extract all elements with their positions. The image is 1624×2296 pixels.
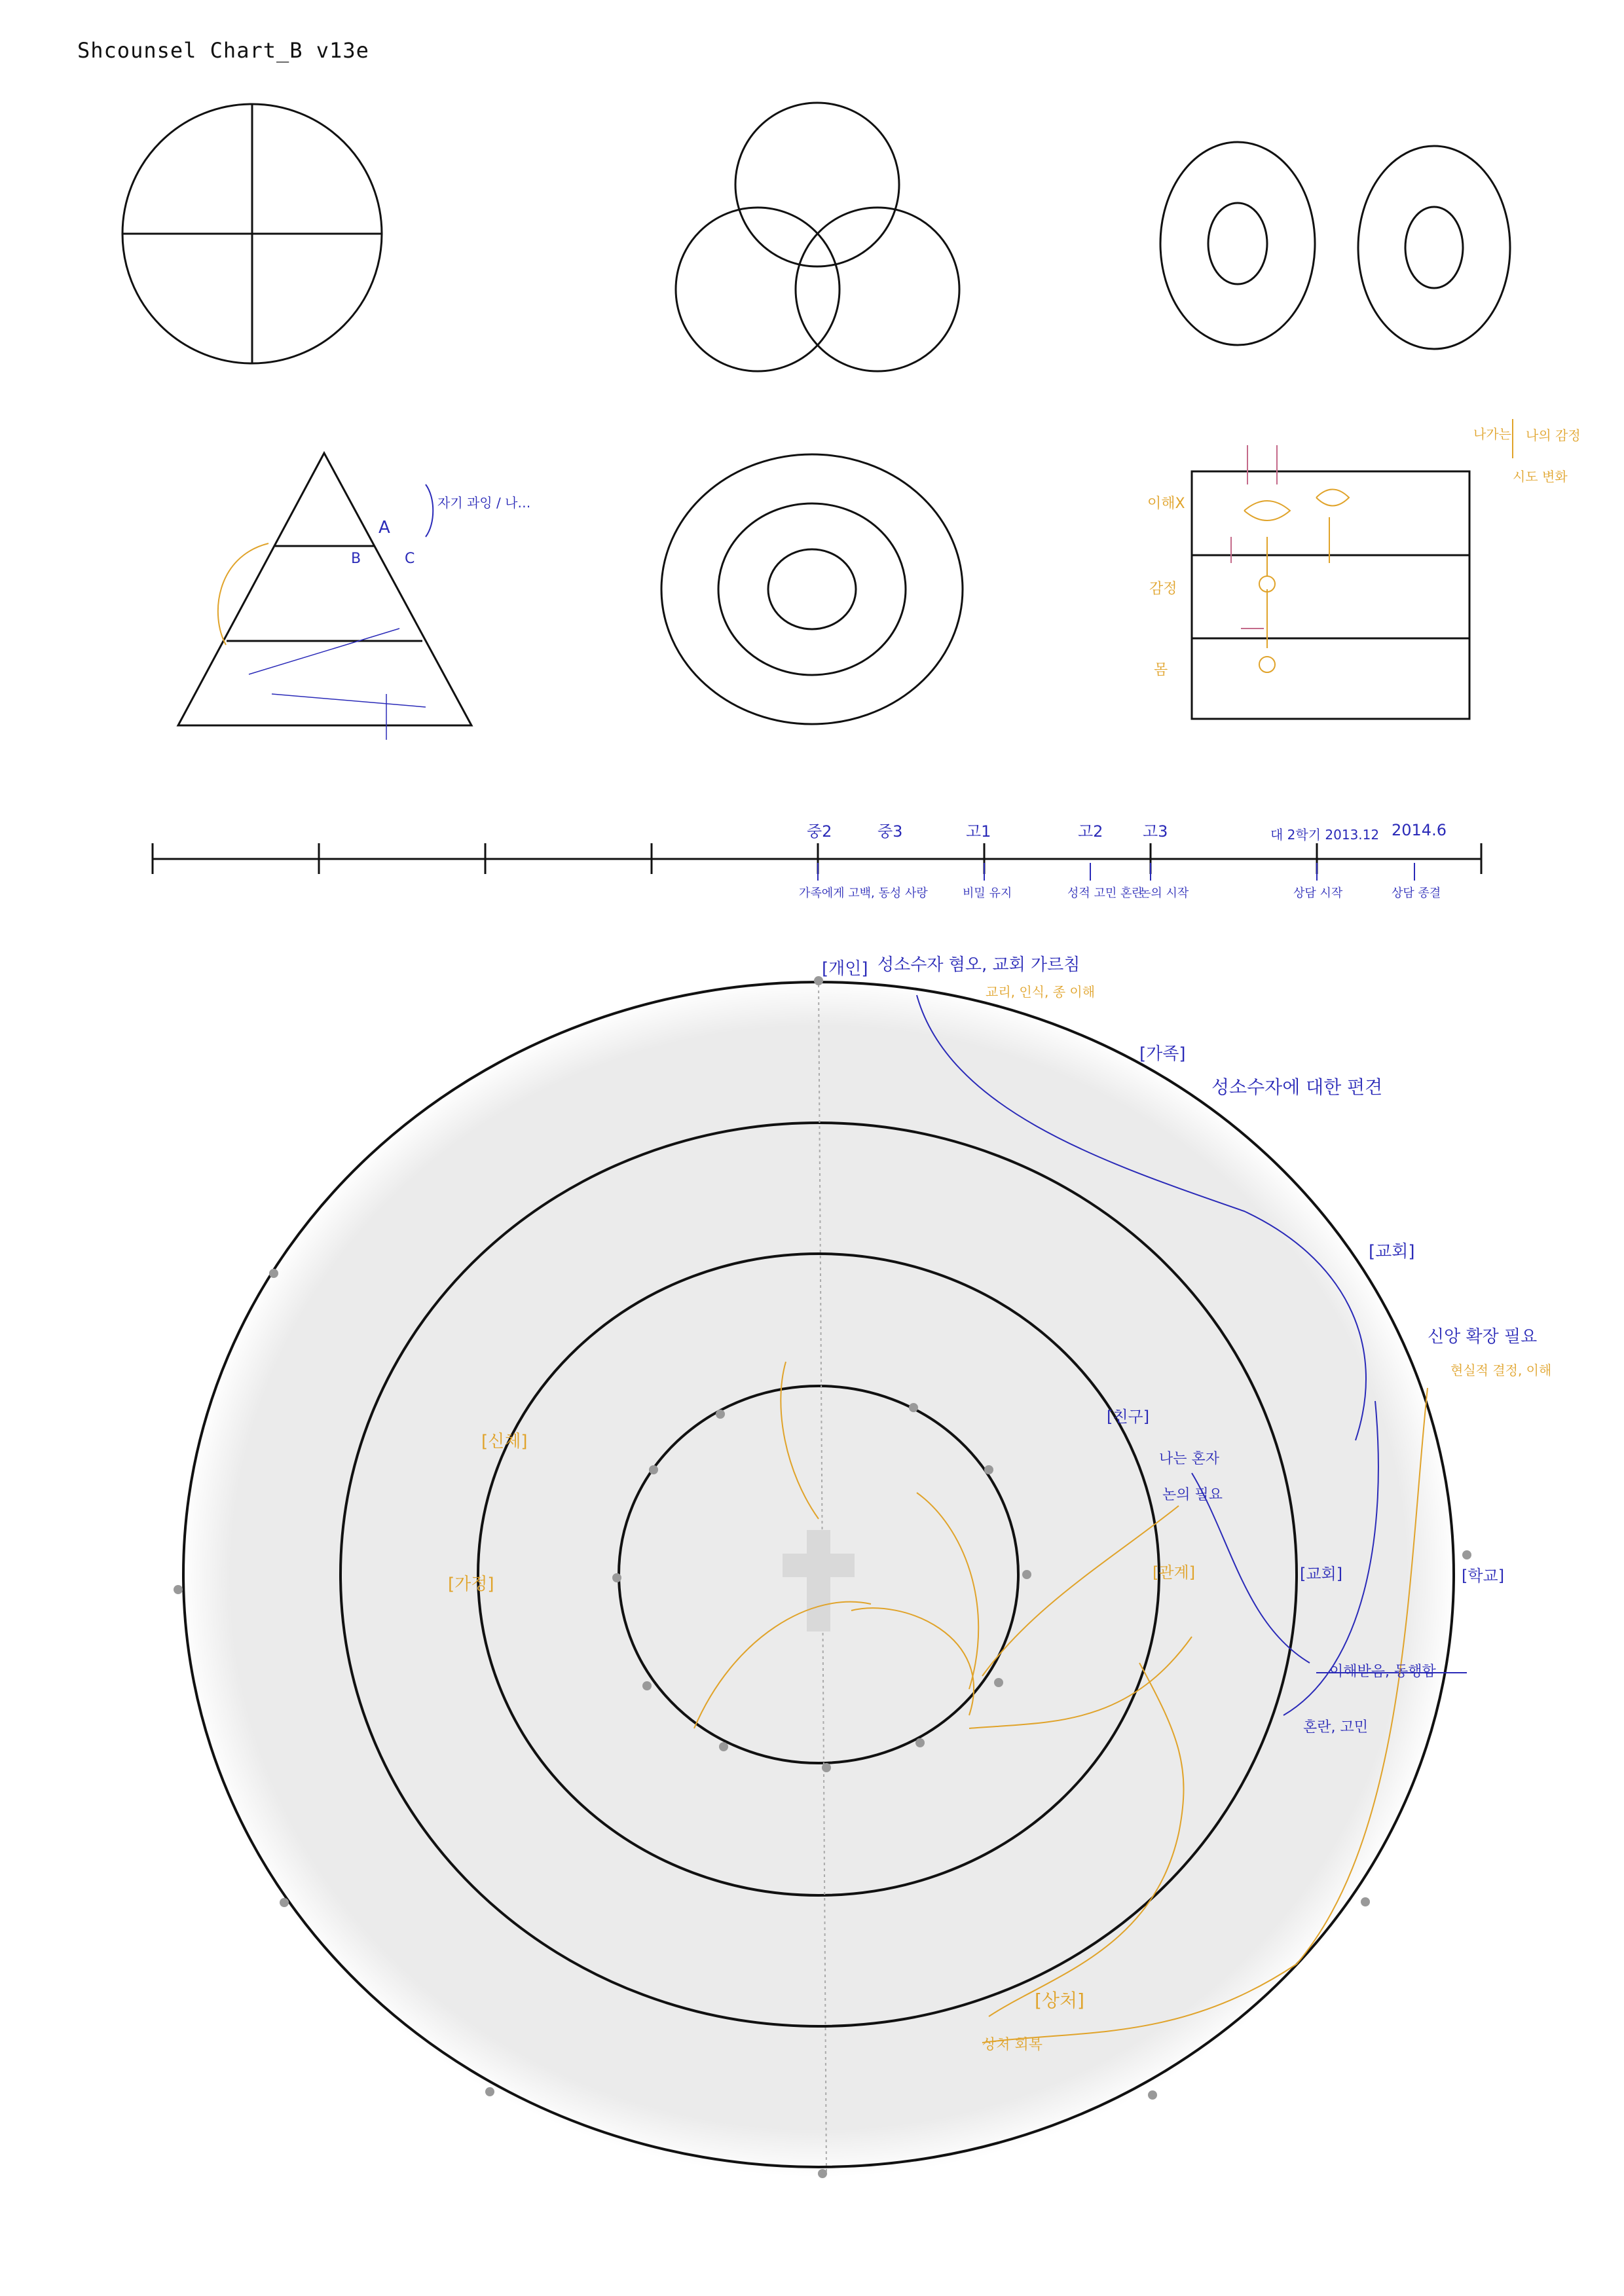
venn-three-circles	[676, 103, 959, 371]
pyramid-label-b: B	[351, 551, 361, 567]
timeline	[153, 821, 1481, 900]
quartered-circle	[122, 104, 382, 363]
levels-note-1: 나가는	[1473, 426, 1511, 442]
pyramid-label-c: C	[405, 551, 415, 567]
levels-row-label-3: 몸	[1154, 662, 1168, 678]
zone-label-2: [가족]	[1139, 1044, 1186, 1064]
pyramid-label-a: A	[378, 518, 390, 538]
target-diagram	[174, 955, 1551, 2178]
timeline-bottom-1: 가족에게 고백, 동성 사랑	[799, 886, 928, 900]
pyramid-note: 자기 과잉 / 나…	[437, 495, 531, 511]
target-note-8: 상처 회복	[982, 2037, 1043, 2053]
timeline-bottom-5: 상담 시작	[1293, 886, 1343, 900]
timeline-top-3: 고1	[966, 822, 991, 841]
target-note-4: 신앙 확장 필요	[1428, 1327, 1538, 1347]
zone-label-9: [관계]	[1153, 1563, 1196, 1582]
concentric-ovals	[661, 454, 963, 724]
target-note-3: 성소수자에 대한 편견	[1211, 1076, 1383, 1098]
zone-label-10: [상처]	[1035, 1990, 1084, 2011]
timeline-top-2: 중3	[877, 822, 903, 841]
levels-note-2: 나의 감정	[1526, 428, 1581, 443]
double-ovals	[1160, 142, 1510, 349]
chart-title: Shcounsel Chart_B v13e	[77, 38, 369, 63]
levels-row-label-2: 감정	[1149, 581, 1177, 597]
levels-note-3: 시도 변화	[1513, 469, 1568, 484]
zone-label-8: [가정]	[448, 1575, 494, 1594]
zone-label-1: [개인]	[822, 959, 868, 979]
levels-box-diagram	[1147, 419, 1581, 719]
timeline-top-4: 고2	[1078, 822, 1103, 841]
zone-label-7: [신체]	[481, 1432, 528, 1451]
timeline-top-1: 중2	[807, 822, 832, 841]
target-note-2: 교리, 인식, 종 이해	[986, 984, 1096, 1000]
zone-label-5: [교회]	[1300, 1565, 1343, 1583]
timeline-bottom-3: 성적 고민 혼란	[1067, 886, 1143, 900]
timeline-bottom-4: 논의 시작	[1139, 886, 1189, 900]
target-note-10: 혼란, 고민	[1303, 1719, 1368, 1736]
target-note-5: 현실적 결정, 이해	[1450, 1362, 1552, 1378]
timeline-bottom-2: 비밀 유지	[963, 886, 1012, 900]
target-note-6: 나는 혼자	[1159, 1451, 1220, 1467]
levels-row-label-1: 이해X	[1147, 496, 1185, 512]
timeline-top-6: 대 2학기 2013.12	[1270, 827, 1380, 843]
timeline-bottom-6: 상담 종결	[1392, 886, 1441, 900]
timeline-top-7: 2014.6	[1392, 821, 1447, 839]
target-note-7: 논의 필요	[1162, 1487, 1223, 1503]
timeline-top-5: 고3	[1143, 822, 1168, 841]
target-note-1: 성소수자 혐오, 교회 가르침	[877, 955, 1080, 975]
zone-label-4: [친구]	[1107, 1408, 1150, 1426]
zone-label-6: [학교]	[1462, 1567, 1505, 1585]
pyramid-diagram	[178, 453, 530, 740]
zone-label-3: [교회]	[1369, 1242, 1415, 1262]
target-note-9: 이해받음, 동행함	[1329, 1664, 1436, 1680]
